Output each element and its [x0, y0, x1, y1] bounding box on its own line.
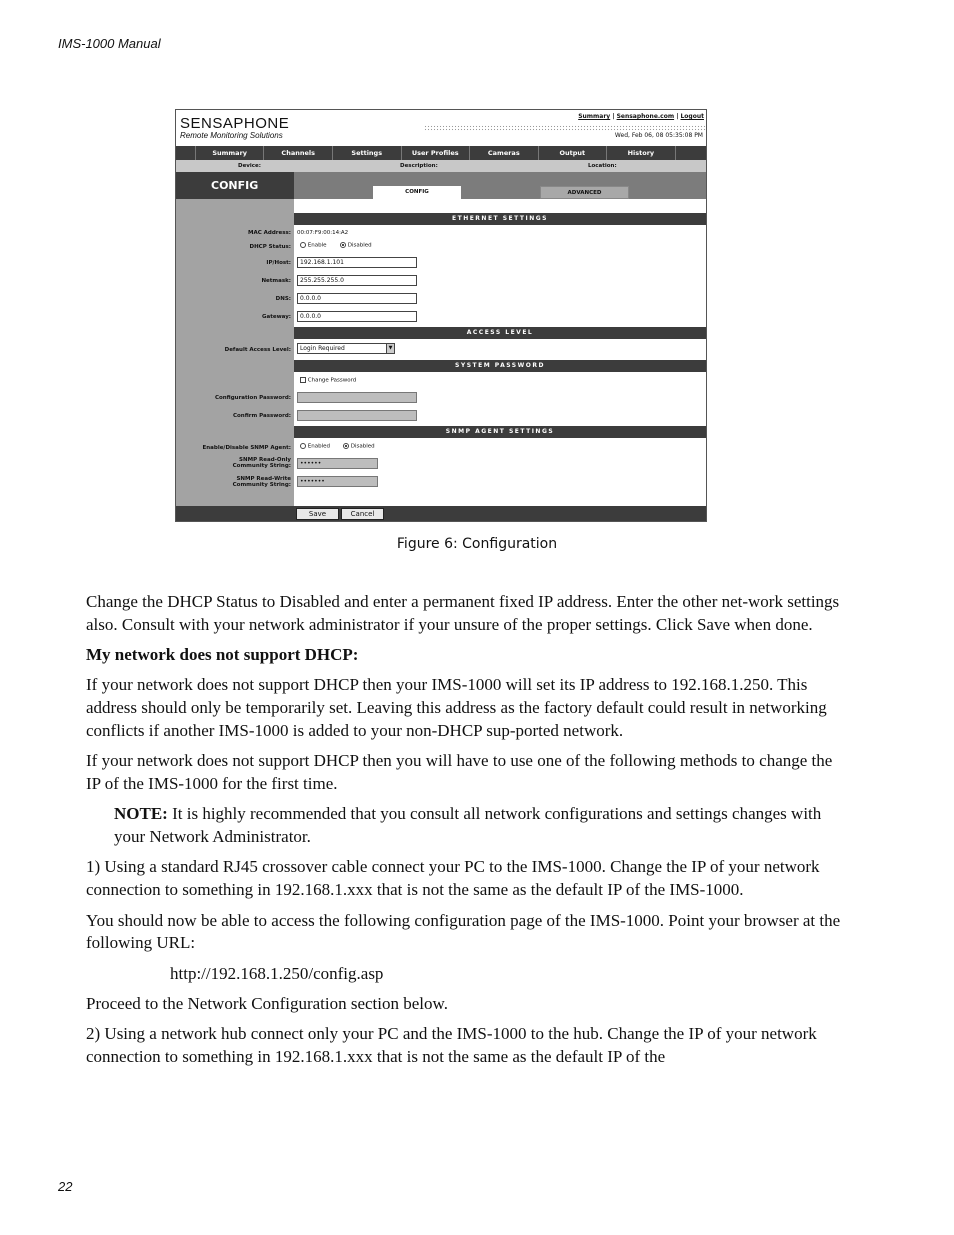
access-label: Default Access Level:	[224, 347, 291, 353]
paragraph-methods: If your network does not support DHCP then you will have to use one of the following methods to change the IP of the IMS-1000 for the first time.	[86, 751, 833, 794]
dhcp-disabled-radio[interactable]	[340, 242, 346, 248]
figure-caption: Figure 6: Configuration	[396, 536, 558, 552]
config-password-input[interactable]	[297, 392, 417, 403]
description-label: Description:	[400, 163, 438, 169]
top-links: Summary | Sensaphone.com | Logout	[578, 113, 704, 120]
nav-summary[interactable]: Summary	[195, 146, 264, 160]
snmp-read-write-label-line2: Community String:	[232, 482, 291, 488]
snmp-disabled-radio[interactable]	[343, 443, 349, 449]
paragraph-dhcp-disable: Change the DHCP Status to Disabled and enter a permanent fixed IP address. Enter the other net-work settings also. Consult with your network administrator if your unsure of the proper settings. Click Save when done.	[86, 592, 840, 634]
access-level-value: Login Required	[300, 345, 345, 352]
config-password-label: Configuration Password:	[214, 395, 291, 401]
section-access: ACCESS LEVEL	[294, 327, 706, 339]
device-label: Device:	[238, 163, 261, 169]
confirm-password-input[interactable]	[297, 410, 417, 421]
snmp-read-only-input[interactable]: ••••••	[297, 458, 378, 469]
page-number: 22	[58, 1179, 73, 1194]
snmp-disabled-option[interactable]	[343, 443, 375, 450]
paragraph-default-ip: If your network does not support DHCP then your IMS-1000 will set its IP address to 192.168.1.250. This address should only be temporarily set. Leaving this address as the factory default could result in networking conflicts if another IMS-1000 is added to your non-DHCP sup-ported network.	[86, 675, 827, 740]
snmp-toggle-label: Enable/Disable SNMP Agent:	[202, 445, 291, 451]
snmp-enabled-label: Enabled	[307, 443, 330, 450]
dhcp-enable-radio[interactable]	[300, 242, 306, 248]
snmp-read-write-label-line1: SNMP Read-Write	[236, 476, 291, 482]
nav-history[interactable]: History	[606, 146, 675, 160]
config-screenshot	[175, 109, 707, 522]
dhcp-label: DHCP Status:	[249, 244, 291, 250]
nav-channels[interactable]: Channels	[263, 146, 332, 160]
dotted-decoration	[424, 125, 706, 131]
location-label: Location:	[588, 163, 617, 169]
paragraph-method-1: 1) Using a standard RJ45 crossover cable connect your PC to the IMS-1000. Change the IP of your network connection to something in 192.168.1.xxx that is not the same as the default IP of the IMS-1000.	[86, 857, 820, 900]
section-heading: My network does not support DHCP:	[86, 645, 359, 665]
brand-tagline: Remote Monitoring Solutions	[180, 131, 283, 140]
dhcp-disabled-label: Disabled	[347, 242, 372, 249]
sensaphone-logo	[180, 115, 289, 140]
dhcp-enable-option[interactable]	[300, 242, 326, 249]
snmp-read-write-label	[233, 476, 291, 488]
dhcp-enable-label: Enable	[307, 242, 327, 249]
snmp-enabled-option[interactable]	[300, 443, 330, 450]
nav-spacer-end	[675, 146, 706, 160]
tab-strip	[294, 172, 706, 199]
section-password: SYSTEM PASSWORD	[294, 360, 706, 372]
section-ethernet: ETHERNET SETTINGS	[294, 213, 706, 225]
dns-label: DNS:	[275, 296, 291, 302]
confirm-password-label: Confirm Password:	[232, 413, 291, 419]
paragraph-proceed: Proceed to the Network Configuration section below.	[86, 993, 448, 1013]
mac-value: 00:07:F9:00:14:A2	[297, 230, 349, 236]
change-password-checkbox[interactable]	[300, 377, 306, 383]
datetime: Wed, Feb 06, 08 05:35:08 PM	[614, 132, 703, 139]
snmp-disabled-label: Disabled	[350, 443, 375, 450]
nav-output[interactable]: Output	[538, 146, 607, 160]
change-password-option[interactable]	[300, 377, 356, 384]
tab-config[interactable]: CONFIG	[373, 186, 461, 199]
nav-user-profiles[interactable]: User Profiles	[401, 146, 470, 160]
nav-cameras[interactable]: Cameras	[469, 146, 538, 160]
ip-label: IP/Host:	[266, 260, 291, 266]
nav-settings[interactable]: Settings	[332, 146, 401, 160]
note-text: It is highly recommended that you consult all network configurations and settings changes with your Network Administrator.	[114, 804, 822, 847]
chevron-down-icon[interactable]: ▼	[386, 344, 394, 353]
save-button[interactable]: Save	[296, 508, 339, 520]
netmask-label: Netmask:	[261, 278, 291, 284]
note-paragraph	[114, 803, 846, 849]
snmp-enabled-radio[interactable]	[300, 443, 306, 449]
device-info-bar	[176, 160, 706, 172]
section-snmp: SNMP AGENT SETTINGS	[294, 426, 706, 438]
config-url: http://192.168.1.250/config.asp	[170, 963, 384, 983]
nav-spacer	[176, 146, 195, 160]
change-password-label: Change Password	[307, 377, 357, 384]
cancel-button[interactable]: Cancel	[341, 508, 384, 520]
config-title: CONFIG	[176, 172, 294, 199]
access-level-select[interactable]	[297, 343, 395, 354]
link-logout[interactable]: Logout	[680, 113, 704, 120]
link-sensaphone[interactable]: Sensaphone.com	[616, 113, 675, 120]
snmp-read-only-label	[233, 457, 291, 469]
ip-input[interactable]: 192.168.1.101	[297, 257, 417, 268]
bottom-bar	[176, 506, 706, 522]
main-nav	[176, 146, 706, 160]
body-text	[86, 591, 846, 1076]
mac-label: MAC Address:	[247, 230, 291, 236]
page-header: IMS-1000 Manual	[58, 36, 161, 51]
gateway-input[interactable]: 0.0.0.0	[297, 311, 417, 322]
link-summary[interactable]: Summary	[578, 113, 611, 120]
gateway-label: Gateway:	[262, 314, 291, 320]
paragraph-method-2: 2) Using a network hub connect only your PC and the IMS-1000 to the hub. Change the IP of your network connection to something in 192.168.1.xxx that is not the same as the default IP of the	[86, 1024, 817, 1067]
snmp-read-only-label-line1: SNMP Read-Only	[239, 457, 291, 463]
dhcp-disabled-option[interactable]	[340, 242, 372, 249]
netmask-input[interactable]: 255.255.255.0	[297, 275, 417, 286]
dns-input[interactable]: 0.0.0.0	[297, 293, 417, 304]
brand-name: SENSAPHONE	[180, 115, 290, 132]
tab-advanced[interactable]: ADVANCED	[540, 186, 629, 199]
snmp-read-only-label-line2: Community String:	[232, 463, 291, 469]
snmp-read-write-input[interactable]: •••••••	[297, 476, 378, 487]
paragraph-browser: You should now be able to access the following configuration page of the IMS-1000. Point your browser at the following URL:	[86, 910, 841, 953]
note-label: NOTE:	[114, 804, 168, 824]
